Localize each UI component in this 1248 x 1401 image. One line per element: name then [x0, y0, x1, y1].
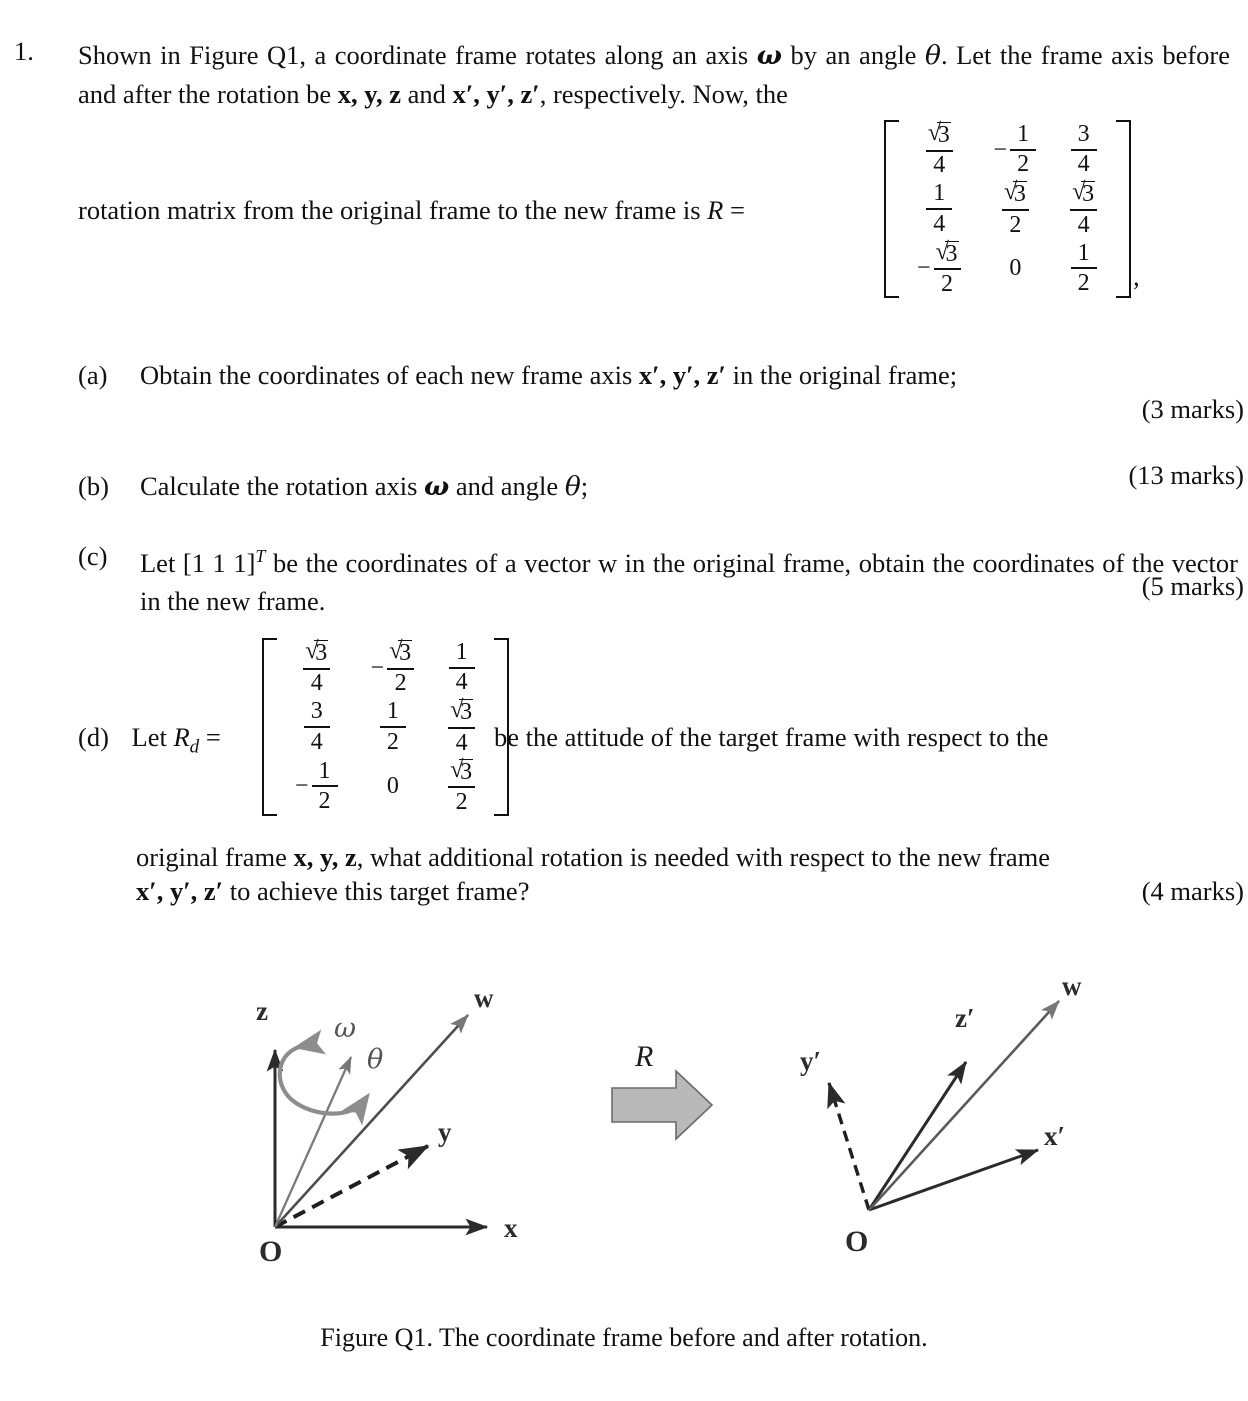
- axis-z-prime-line: [869, 1062, 966, 1210]
- part-b-text-before: Calculate the rotation axis: [140, 471, 425, 501]
- matrix-cell-value: [1070, 122, 1098, 177]
- part-d-line3: [136, 876, 529, 907]
- matrix-cell: [431, 697, 492, 756]
- fraction-numerator: 1: [933, 180, 946, 207]
- axis-y-prime-line: [829, 1083, 869, 1210]
- label-angle-theta: θ: [367, 1044, 384, 1075]
- part-c-body: [140, 537, 1238, 620]
- part-d-line2-b: , what additional rotation is needed with respect to the new frame: [356, 842, 1050, 872]
- matrix-row: [279, 757, 492, 816]
- fraction-numerator: 1: [1017, 121, 1030, 147]
- fraction-denominator: 2: [386, 728, 399, 755]
- fraction-denominator: 2: [394, 670, 407, 697]
- figure-caption: Figure Q1. The coordinate frame before and after rotation.: [320, 1323, 928, 1352]
- part-a-label: (a): [78, 360, 108, 390]
- fraction-bar: [448, 727, 475, 729]
- stem-omega-symbol: ω: [756, 40, 782, 71]
- matrix-cell-fraction: [926, 121, 953, 178]
- matrix-cell-sign: −: [370, 654, 385, 681]
- matrix-cell: [978, 120, 1054, 179]
- figure-q1-svg: [0, 965, 1248, 1325]
- matrix-cell-fraction: [926, 181, 952, 236]
- part-a-marks: (3 marks): [1141, 394, 1244, 424]
- stem-text-5: , respectively. Now, the: [539, 79, 788, 109]
- matrix-cell-value: 0: [1009, 255, 1022, 282]
- stem-text-1: Shown in Figure Q1, a coordinate frame rotates along an axis: [78, 40, 757, 70]
- matrix-cell-value: [379, 699, 407, 754]
- matrix-cell-fraction: [1002, 180, 1029, 237]
- part-d-marks: (4 marks): [1141, 876, 1244, 906]
- matrix-cell-value: [447, 758, 476, 815]
- matrix-row: [901, 179, 1114, 238]
- fraction-denominator: 2: [1009, 211, 1022, 238]
- matrix-cell-fraction: [304, 699, 330, 754]
- matrix-cell-value: [1001, 180, 1030, 237]
- label-axis-z: z: [256, 996, 268, 1026]
- fraction-bar: [1070, 209, 1097, 211]
- part-b-marks: (13 marks): [1128, 460, 1244, 490]
- fraction-denominator: 2: [1017, 151, 1030, 178]
- matrix-cell-fraction: [448, 698, 475, 755]
- fraction-denominator: 4: [933, 210, 946, 237]
- matrix-bracket-left: [884, 120, 899, 298]
- part-d-axes-new: x′, y′, z′: [136, 876, 224, 906]
- part-d-equals: =: [205, 722, 221, 752]
- part-d-matrix-subscript: d: [189, 736, 200, 758]
- part-c: [78, 537, 1238, 620]
- fraction-denominator: 4: [1077, 151, 1090, 178]
- fraction-numerator: √ 3: [1070, 180, 1097, 207]
- axis-y-line: [275, 1146, 428, 1227]
- fraction-denominator: 4: [455, 669, 468, 696]
- part-b-theta-symbol: θ: [564, 471, 581, 502]
- matrix-cell-value: [925, 181, 953, 236]
- part-c-marks: (5 marks): [1141, 571, 1244, 601]
- fraction-numerator: √ 3: [926, 121, 953, 148]
- fraction-numerator: 3: [310, 698, 323, 725]
- fraction-numerator: 1: [318, 757, 331, 784]
- part-b-label: (b): [78, 471, 109, 501]
- matrix-cell-fraction: [449, 640, 475, 695]
- matrix-cell-value: [1069, 180, 1098, 237]
- label-axis-y: y: [438, 1117, 452, 1147]
- part-c-text-after: be the coordinates of a vector w in the original frame, obtain the coordinates of the vector in the new frame.: [140, 547, 1238, 616]
- matrix-cell-value: [1070, 241, 1098, 296]
- matrix-cell-value: [371, 639, 416, 696]
- question-stem: [78, 36, 1230, 113]
- part-a: [78, 356, 1238, 394]
- part-d-axes-old: x, y, z: [293, 842, 357, 872]
- fraction-numerator: √ 3: [934, 240, 961, 267]
- matrix-cell-value: 0: [386, 773, 399, 800]
- part-b: [78, 467, 1238, 506]
- matrix-cell: [978, 239, 1054, 298]
- rotation-matrix-text: rotation matrix from the original frame to the new frame is: [78, 195, 708, 225]
- rotation-matrix-line: [78, 195, 745, 226]
- fraction-denominator: 4: [310, 728, 323, 755]
- axis-x-prime-line: [869, 1150, 1038, 1210]
- matrix-cell-fraction: [380, 699, 406, 754]
- fraction-bar: [380, 726, 406, 728]
- right-coordinate-frame: [800, 971, 1082, 1325]
- fraction-denominator: 2: [941, 270, 954, 297]
- rotation-arc: [280, 1046, 364, 1114]
- matrix-Rd-grid: [279, 638, 492, 816]
- stem-axes-original: x, y, z: [337, 79, 402, 109]
- stem-text-2: by an angle: [781, 40, 925, 70]
- stem-text-4: and: [401, 79, 453, 109]
- part-d-continuation: [136, 838, 1236, 876]
- part-c-transpose: T: [255, 546, 266, 566]
- matrix-cell: [901, 239, 978, 298]
- part-d-label-row: [78, 722, 221, 758]
- part-d-text-after: be the attitude of the target frame with respect to the: [494, 722, 1049, 752]
- matrix-cell-fraction: [1071, 241, 1097, 296]
- matrix-cell: [1053, 239, 1114, 298]
- matrix-cell: [901, 179, 978, 238]
- label-axis-z-prime: z′: [955, 1003, 975, 1033]
- fraction-numerator: √ 3: [1002, 180, 1029, 207]
- fraction-bar: [926, 208, 952, 210]
- matrix-rd-bracket-left: [262, 638, 277, 816]
- matrix-R-name: R: [707, 195, 724, 225]
- matrix-cell-fraction: [303, 639, 330, 696]
- matrix-R-container: [884, 120, 1140, 298]
- fraction-numerator: √ 3: [303, 639, 330, 666]
- matrix-row: [279, 638, 492, 697]
- fraction-denominator: 4: [1077, 211, 1090, 238]
- part-b-body: [140, 467, 1238, 506]
- label-axis-omega: ω: [334, 1013, 357, 1044]
- part-c-label: (c): [78, 541, 108, 571]
- stem-axes-new: x′, y′, z′: [452, 79, 540, 109]
- fraction-denominator: 2: [1077, 269, 1090, 296]
- matrix-R-comma: ,: [1133, 262, 1140, 292]
- left-coordinate-frame: [256, 983, 518, 1325]
- fraction-denominator: 4: [310, 670, 323, 697]
- transform-arrow-shape: [612, 1071, 712, 1139]
- fraction-denominator: 2: [455, 788, 468, 815]
- label-axis-x-prime: x′: [1044, 1121, 1066, 1151]
- matrix-cell-fraction: [387, 639, 414, 696]
- part-d-label: (d): [78, 722, 109, 752]
- label-vector-w-right: w: [1062, 971, 1082, 1001]
- part-a-text-after: in the original frame;: [726, 360, 958, 390]
- part-d-text-before: Let: [131, 722, 174, 752]
- matrix-R-grid: [901, 120, 1114, 298]
- matrix-cell-fraction: [312, 759, 338, 814]
- matrix-cell: [355, 697, 432, 756]
- fraction-numerator: √ 3: [448, 698, 475, 725]
- question-number: 1.: [14, 36, 34, 66]
- matrix-cell-fraction: [1070, 180, 1097, 237]
- matrix-Rd-container: [262, 638, 509, 816]
- matrix-cell: [279, 757, 355, 816]
- part-a-text-before: Obtain the coordinates of each new frame axis: [140, 360, 639, 390]
- stem-paragraph: [78, 36, 1230, 113]
- matrix-cell: [1053, 179, 1114, 238]
- matrix-row: [901, 120, 1114, 179]
- matrix-cell-value: [295, 759, 339, 814]
- matrix-cell-value: [448, 640, 476, 695]
- matrix-cell-fraction: [1071, 122, 1097, 177]
- matrix-bracket-right: [1116, 120, 1131, 298]
- fraction-bar: [304, 726, 330, 728]
- matrix-cell-value: [303, 699, 331, 754]
- matrix-row: [279, 697, 492, 756]
- matrix-cell: [978, 179, 1054, 238]
- fraction-numerator: 1: [1077, 239, 1090, 266]
- matrix-cell-sign: −: [917, 255, 931, 282]
- matrix-cell-sign: −: [993, 136, 1008, 163]
- label-origin-right: O: [845, 1225, 869, 1258]
- matrix-cell: [901, 120, 978, 179]
- part-a-axes: x′, y′, z′: [638, 360, 727, 390]
- axis-omega-line: [275, 1057, 351, 1227]
- label-axis-y-prime: y′: [800, 1046, 822, 1076]
- matrix-cell-value: [917, 240, 962, 297]
- matrix-cell: [431, 757, 492, 816]
- matrix-cell: [355, 757, 432, 816]
- matrix-row: [901, 239, 1114, 298]
- matrix-cell-value: [925, 121, 954, 178]
- part-b-text-mid: and angle: [449, 471, 565, 501]
- matrix-cell-fraction: [1010, 122, 1036, 177]
- part-d-line2-a: original frame: [136, 842, 294, 872]
- matrix-R: [884, 120, 1140, 298]
- label-transform-R: R: [635, 1040, 654, 1073]
- fraction-numerator: 1: [386, 698, 399, 725]
- matrix-Rd: [262, 638, 509, 816]
- label-axis-x: x: [504, 1213, 518, 1243]
- matrix-cell: [279, 638, 355, 697]
- matrix-R-equals: =: [729, 195, 745, 225]
- label-origin-left: O: [259, 1235, 283, 1268]
- matrix-cell-sign: −: [295, 773, 309, 800]
- fraction-numerator: 1: [455, 639, 468, 665]
- fraction-numerator: √ 3: [448, 758, 475, 785]
- fraction-numerator: √ 3: [387, 639, 414, 666]
- stem-text-3: . Let the frame axis before and after the rotation be: [78, 40, 1230, 109]
- part-d-line3-text: to achieve this target frame?: [223, 876, 530, 906]
- matrix-cell-fraction: [448, 758, 475, 815]
- figure-q1: [0, 965, 1248, 1401]
- matrix-cell-value: [994, 122, 1038, 177]
- matrix-cell: [1053, 120, 1114, 179]
- fraction-numerator: 3: [1077, 121, 1090, 147]
- matrix-cell-value: [447, 698, 476, 755]
- matrix-cell-fraction: [934, 240, 961, 297]
- part-b-omega-symbol: ω: [424, 471, 450, 502]
- matrix-cell: [355, 638, 432, 697]
- matrix-cell: [431, 638, 492, 697]
- matrix-cell: [279, 697, 355, 756]
- label-vector-w: w: [474, 983, 494, 1013]
- fraction-denominator: 4: [455, 729, 468, 756]
- fraction-denominator: 4: [933, 152, 946, 179]
- part-d-matrix-name: R: [173, 722, 190, 752]
- part-b-text-after: ;: [580, 471, 589, 501]
- fraction-bar: [1002, 209, 1029, 211]
- part-a-body: [140, 356, 1238, 394]
- part-c-text-before: Let [1 1 1]: [140, 547, 256, 578]
- stem-theta-symbol: θ: [924, 40, 941, 71]
- fraction-denominator: 2: [318, 787, 331, 814]
- transform-arrow-group: [612, 1040, 712, 1139]
- matrix-cell-value: [302, 639, 331, 696]
